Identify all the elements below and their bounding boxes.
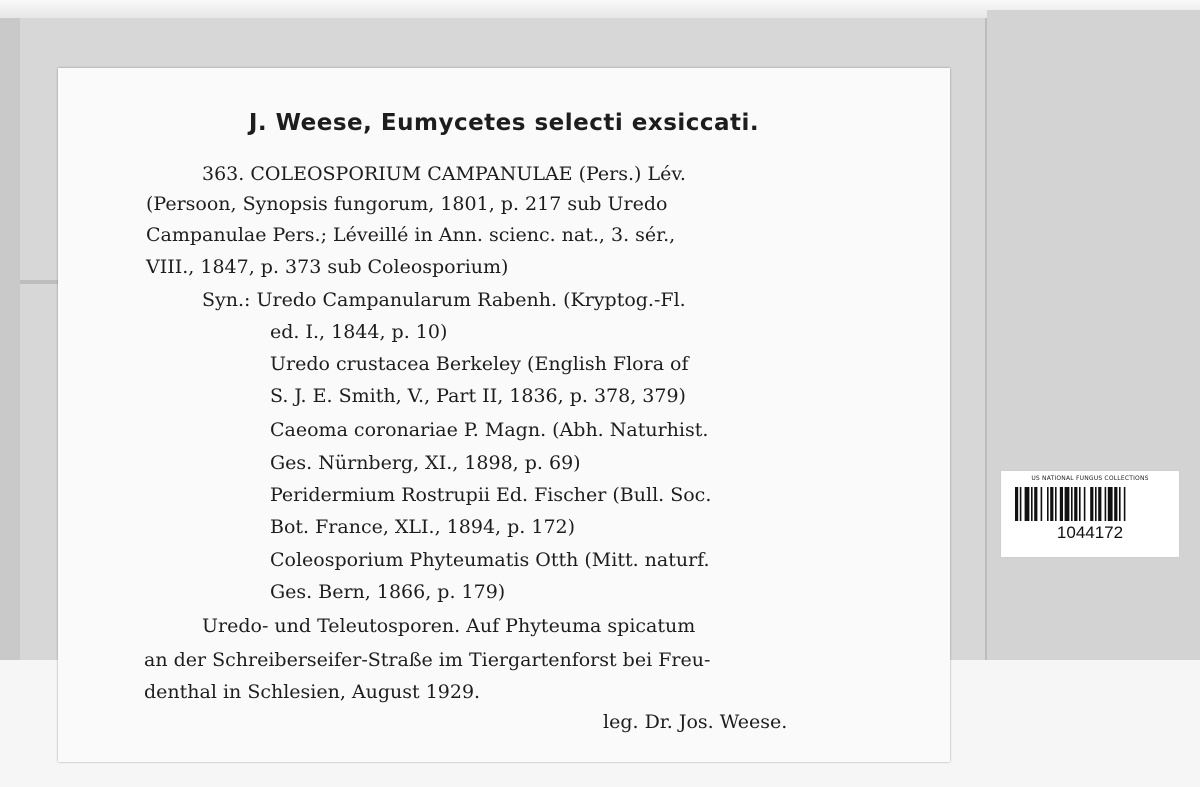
label-line-collector: leg. Dr. Jos. Weese.	[603, 711, 788, 733]
barcode-bar	[1098, 487, 1101, 521]
barcode-collection-name: US NATIONAL FUNGUS COLLECTIONS	[1031, 475, 1149, 482]
barcode-bar	[1090, 487, 1093, 521]
label-line-species: 363. COLEOSPORIUM CAMPANULAE (Pers.) Lév.	[202, 163, 686, 185]
barcode-bar	[1108, 487, 1113, 521]
label-line-synonym-3-ref: Ges. Nürnberg, XI., 1898, p. 69)	[270, 452, 581, 474]
label-line-synonym-2: Uredo crustacea Berkeley (English Flora of	[270, 353, 689, 375]
barcode-bar	[1065, 487, 1070, 521]
label-line-locality-2: an der Schreiberseifer-Straße im Tiergartenforst bei Freu-	[144, 649, 711, 671]
barcode-bar	[1055, 487, 1057, 521]
barcode-bar	[1041, 487, 1043, 521]
label-line-synonym-1: Syn.: Uredo Campanularum Rabenh. (Kryptog.-Fl.	[202, 289, 686, 311]
label-line-locality-3: denthal in Schlesien, August 1929.	[144, 681, 481, 703]
barcode-bar	[1095, 487, 1097, 521]
label-title: J. Weese, Eumycetes selecti exsiccati.	[248, 110, 760, 136]
barcode-bar	[1071, 487, 1073, 521]
barcode-bar	[1084, 487, 1086, 521]
label-line-citation-3: VIII., 1847, p. 373 sub Coleosporium)	[146, 256, 509, 278]
label-line-synonym-5-ref: Ges. Bern, 1866, p. 179)	[270, 581, 506, 603]
label-line-synonym-4: Peridermium Rostrupii Ed. Fischer (Bull. Soc.	[270, 484, 712, 506]
label-line-synonym-3: Caeoma coronariae P. Magn. (Abh. Naturhist.	[270, 419, 709, 441]
folder-left-edge	[0, 18, 22, 688]
barcode-bar	[1124, 487, 1126, 521]
barcode-tag	[1000, 470, 1180, 558]
label-line-citation-2: Campanulae Pers.; Léveillé in Ann. scienc. nat., 3. sér.,	[146, 224, 676, 246]
barcode-number: 1044172	[1056, 523, 1124, 542]
barcode-bar	[1025, 487, 1030, 521]
label-line-synonym-2-ref: S. J. E. Smith, V., Part II, 1836, p. 378, 379)	[270, 385, 686, 407]
barcode-bar	[1020, 487, 1022, 521]
barcode-bar	[1034, 487, 1037, 521]
label-line-synonym-5: Coleosporium Phyteumatis Otth (Mitt. naturf.	[270, 549, 710, 571]
barcode-bar	[1015, 487, 1018, 521]
label-line-synonym-4-ref: Bot. France, XLI., 1894, p. 172)	[270, 516, 576, 538]
barcode-bar	[1074, 487, 1077, 521]
barcode-bar	[1031, 487, 1033, 521]
barcode-bar	[1114, 487, 1117, 521]
barcode-bar	[1060, 487, 1063, 521]
barcode-bar	[1050, 487, 1053, 521]
specimen-label	[58, 68, 950, 762]
barcode-bar	[1119, 487, 1121, 521]
label-line-synonym-1-ref: ed. I., 1844, p. 10)	[270, 321, 448, 343]
label-line-citation-1: (Persoon, Synopsis fungorum, 1801, p. 217 sub Uredo	[146, 193, 668, 215]
folder-right-flap	[987, 10, 1200, 660]
barcode-bar	[1079, 487, 1081, 521]
barcode-bar	[1105, 487, 1107, 521]
label-line-locality-1: Uredo- und Teleutosporen. Auf Phyteuma spicatum	[202, 615, 696, 637]
barcode-bar	[1047, 487, 1049, 521]
barcode-icon	[1015, 487, 1165, 521]
